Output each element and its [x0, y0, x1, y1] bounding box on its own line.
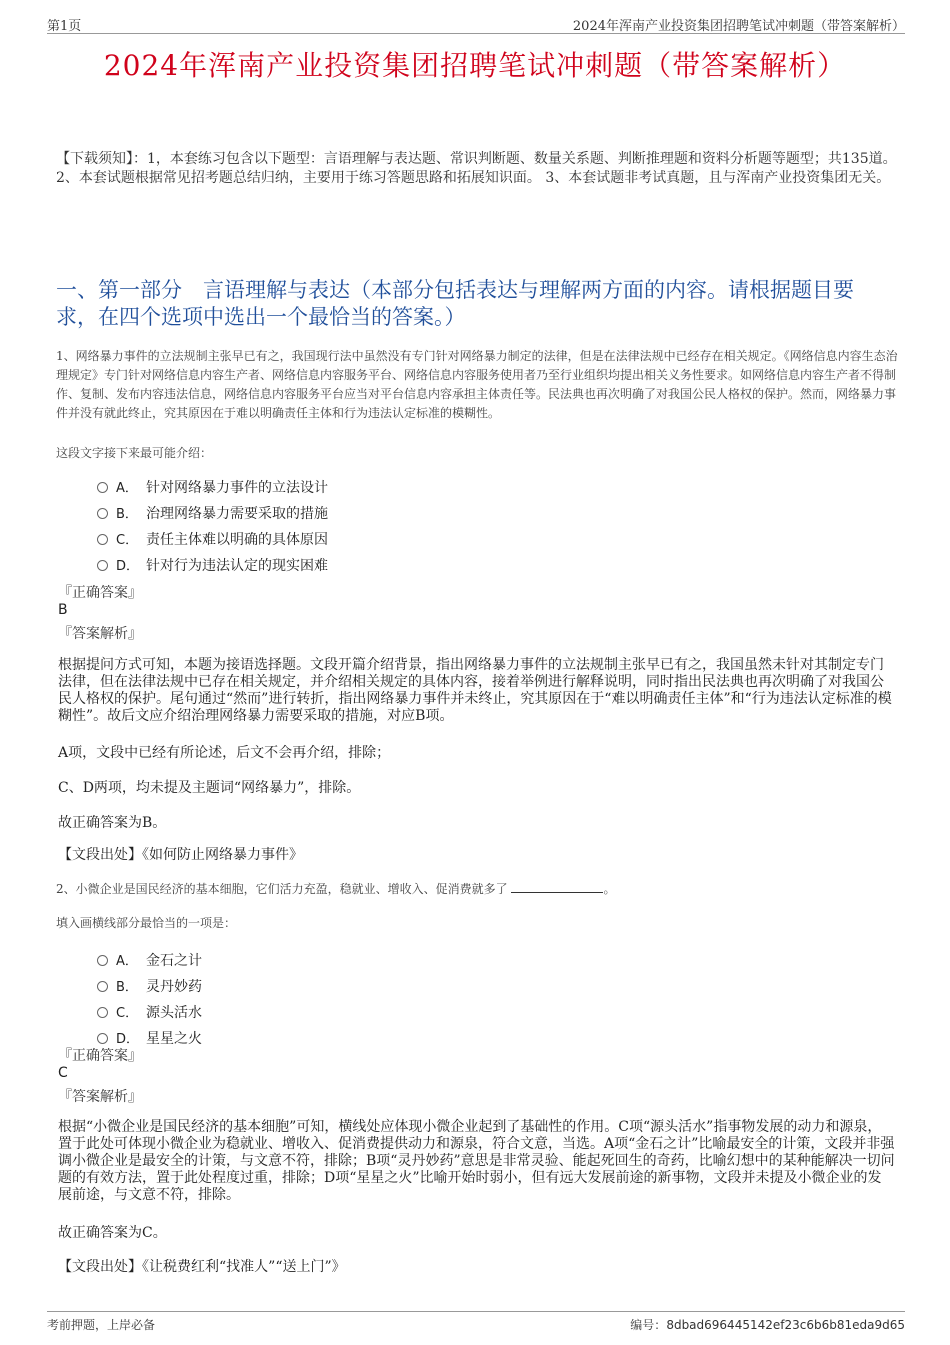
- question-1-analysis-main: 根据提问方式可知，本题为接语选择题。文段开篇介绍背景，指出网络暴力事件的立法规制主张早已有之，我国虽然未针对其制定专门法律，但在法律法规中已存在相关规定，并介绍相关规定的具体内容，接着举例进行解释说明，同时指出民法典也再次明确了对我国公民人格权的保护。尾句通过“然而”进行转折，指出网络暴力事件并未终止，究其原因在于“难以明确责任主体”和“行为违法认定标准的模糊性”。故后文应介绍治理网络暴力需要采取的措施，对应B项。: [58, 657, 892, 724]
- analysis-label: 『答案解析』: [58, 1089, 142, 1105]
- question-2-source: 【文段出处】《让税费红利“找准人”“送上门”》: [58, 1259, 346, 1275]
- radio-icon[interactable]: [97, 981, 108, 992]
- question-1-conclusion: 故正确答案为B。: [58, 815, 167, 831]
- question-1-option-a[interactable]: A． 针对网络暴力事件的立法设计: [97, 477, 328, 497]
- question-1-analysis-cd: C、D两项，均未提及主题词“网络暴力”，排除。: [58, 780, 361, 796]
- footer-code: 编号：8dbad696445142ef23c6b6b81eda9d65: [630, 1318, 905, 1332]
- download-notice: 【下载须知】：1，本套练习包含以下题型：言语理解与表达题、常识判断题、数量关系题、判断推理题和资料分析题等题型；共135道。 2、本套试题根据常见招考题总结归纳，主要用于练习答题思路和拓展知识面。 3、本套试题非考试真题，且与浑南产业投资集团无关。: [56, 151, 897, 186]
- section-heading: 一、第一部分 言语理解与表达（本部分包括表达与理解两方面的内容。请根据题目要求，在四个选项中选出一个最恰当的答案。）: [56, 278, 854, 329]
- radio-icon[interactable]: [97, 482, 108, 493]
- footer-slogan: 考前押题，上岸必备: [47, 1318, 156, 1332]
- radio-icon[interactable]: [97, 955, 108, 966]
- radio-icon[interactable]: [97, 1007, 108, 1018]
- question-2-option-a[interactable]: A． 金石之计: [97, 950, 202, 970]
- page-number: 第1页: [47, 19, 82, 34]
- question-2-option-b[interactable]: B． 灵丹妙药: [97, 976, 202, 996]
- correct-answer-label: 『正确答案』: [58, 1048, 142, 1064]
- question-1-prompt: 这段文字接下来最可能介绍：: [56, 446, 213, 460]
- question-2-option-d[interactable]: D． 星星之火: [97, 1028, 202, 1048]
- page-header: [47, 13, 905, 34]
- question-2-answer: C: [58, 1065, 68, 1081]
- correct-answer-label: 『正确答案』: [58, 585, 142, 601]
- analysis-label: 『答案解析』: [58, 626, 142, 642]
- question-1-source: 【文段出处】《如何防止网络暴力事件》: [58, 847, 303, 863]
- radio-icon[interactable]: [97, 508, 108, 519]
- question-1-text: 1、网络暴力事件的立法规制主张早已有之，我国现行法中虽然没有专门针对网络暴力制定的法律，但是在法律法规中已经存在相关规定。《网络信息内容生态治理规定》专门针对网络信息内容生产者、网络信息内容服务平台、网络信息内容服务使用者乃至行业组织均提出相关义务性要求。如网络信息内容生产者不得制作、复制、发布内容违法信息，网络信息内容服务平台应当对平台信息内容承担主体责任等。民法典也再次明确了对我国公民人格权的保护。然而，网络暴力事件并没有就此终止，究其原因在于难以明确责任主体和行为违法认定标准的模糊性。: [56, 349, 898, 420]
- question-1-option-b[interactable]: B． 治理网络暴力需要采取的措施: [97, 503, 328, 523]
- question-1-answer: B: [58, 602, 68, 618]
- question-2-conclusion: 故正确答案为C。: [58, 1225, 167, 1241]
- radio-icon[interactable]: [97, 560, 108, 571]
- radio-icon[interactable]: [97, 534, 108, 545]
- question-2-analysis-main: 根据“小微企业是国民经济的基本细胞”可知，横线处应体现小微企业起到了基础性的作用。C项“源头活水”指事物发展的动力和源泉，置于此处可体现小微企业为稳就业、增收入、促消费提供动力和源泉，符合文意，当选。A项“金石之计”比喻最安全的计策，文段并非强调小微企业是最安全的计策，与文意不符，排除；B项“灵丹妙药”意思是非常灵验、能起死回生的奇药，比喻幻想中的某种能解决一切问题的有效方法，置于此处程度过重，排除；D项“星星之火”比喻开始时弱小，但有远大发展前途的新事物，文段并未提及小微企业的发展前途，与文意不符，排除。: [58, 1119, 895, 1203]
- question-1-analysis-a: A项，文段中已经有所论述，后文不会再介绍，排除；: [58, 745, 391, 761]
- header-doc-title: 2024年浑南产业投资集团招聘笔试冲刺题（带答案解析）: [572, 19, 905, 34]
- question-1-option-c[interactable]: C． 责任主体难以明确的具体原因: [97, 529, 328, 549]
- page-footer: [47, 1311, 905, 1336]
- radio-icon[interactable]: [97, 1033, 108, 1044]
- question-1-option-d[interactable]: D． 针对行为违法认定的现实困难: [97, 555, 328, 575]
- fill-in-blank: [511, 882, 603, 893]
- question-2-prompt: 填入画横线部分最恰当的一项是：: [56, 916, 237, 930]
- document-title: 2024年浑南产业投资集团招聘笔试冲刺题（带答案解析）: [103, 49, 847, 82]
- question-2-option-c[interactable]: C． 源头活水: [97, 1002, 202, 1022]
- question-2-text: 2、小微企业是国民经济的基本细胞，它们活力充盈，稳就业、增收入、促消费就多了 。: [56, 882, 616, 896]
